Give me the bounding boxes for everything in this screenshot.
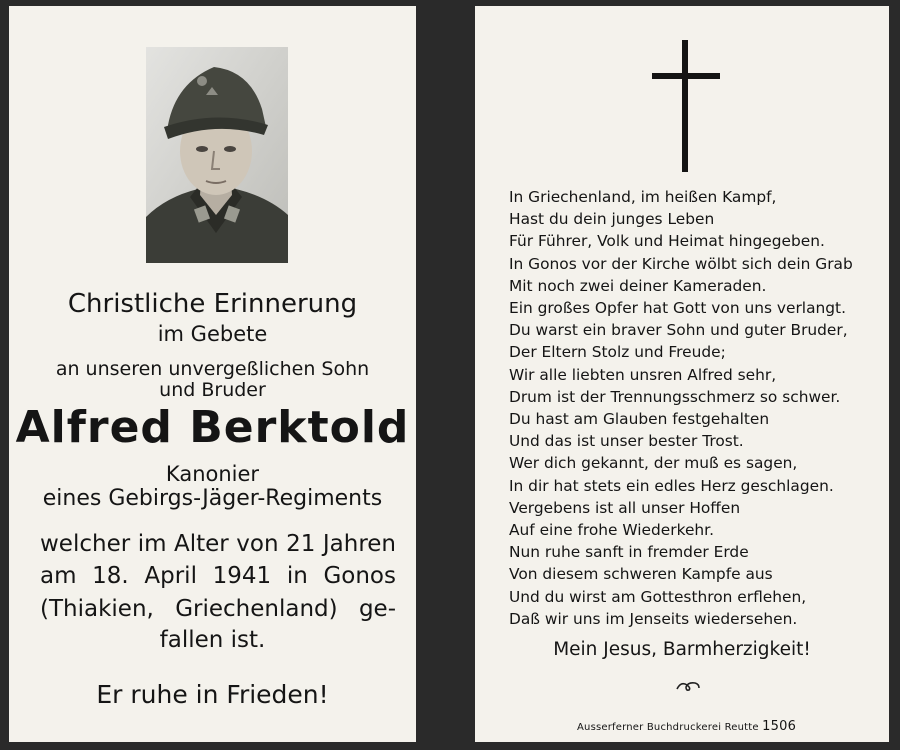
poem-line: Daß wir uns im Jenseits wiedersehen. <box>509 609 798 628</box>
word: im <box>137 531 167 557</box>
poem-line: Von diesem schweren Kampfe aus <box>509 565 773 584</box>
word: (Thiakien, <box>40 596 154 622</box>
heading-in-prayer: im Gebete <box>157 322 268 346</box>
word: 18. <box>92 563 129 589</box>
poem-line: Für Führer, Volk und Heimat hingegeben. <box>509 232 825 251</box>
military-rank: Kanonier <box>165 462 260 486</box>
poem-line: Der Eltern Stolz und Freude; <box>509 343 726 362</box>
memorial-card-back <box>475 6 889 742</box>
death-detail-line-3 <box>40 596 396 622</box>
death-detail-line-4: fallen ist. <box>159 627 266 653</box>
printer-name: Ausserferner Buchdruckerei Reutte <box>577 722 759 733</box>
poem-line: Hast du dein junges Leben <box>509 210 715 229</box>
poem-line: Und du wirst am Gottesthron erflehen, <box>509 587 807 606</box>
word: 1941 <box>212 563 272 589</box>
poem-line: In Griechenland, im heißen Kampf, <box>509 188 777 206</box>
dedication-line-1: an unseren unvergeßlichen Sohn <box>55 358 370 380</box>
printer-number: 1506 <box>762 719 797 734</box>
poem-line: In dir hat stets ein edles Herz geschlagen. <box>509 476 834 495</box>
death-detail-line-1 <box>40 531 396 557</box>
military-unit: eines Gebirgs-Jäger-Regiments <box>42 486 383 511</box>
dedication-line-2: und Bruder <box>159 379 266 401</box>
word: ge- <box>358 596 396 622</box>
poem-line: Du warst ein braver Sohn und guter Bruder, <box>509 321 848 340</box>
flourish-ornament-icon <box>675 679 701 693</box>
word: Griechenland) <box>175 596 338 622</box>
word: von <box>236 531 279 557</box>
poem-line: Und das ist unser bester Trost. <box>509 432 744 451</box>
poem-line: Wer dich gekannt, der muß es sagen, <box>509 454 798 473</box>
poem-line: In Gonos vor der Kirche wölbt sich dein Grab <box>509 254 853 273</box>
heading-christian-remembrance: Christliche Erinnerung <box>67 289 358 319</box>
poem-line: Vergebens ist all unser Hoffen <box>509 498 741 517</box>
word: am <box>40 563 77 589</box>
closing-blessing: Er ruhe in Frieden! <box>96 680 329 709</box>
poem-line: Auf eine frohe Wiederkehr. <box>509 521 714 540</box>
word: Alter <box>174 531 229 557</box>
cross-icon-bar <box>652 73 720 79</box>
poem-line: Nun ruhe sanft in fremder Erde <box>509 543 749 562</box>
cross-icon <box>682 40 688 172</box>
word: welcher <box>40 531 131 557</box>
death-detail-line-2 <box>40 563 396 589</box>
word: 21 <box>286 531 316 557</box>
poem-line: Mit noch zwei deiner Kameraden. <box>509 276 767 295</box>
word: April <box>144 563 197 589</box>
memorial-poem <box>509 186 879 630</box>
poem-line: Wir alle liebten unsren Alfred sehr, <box>509 365 777 384</box>
word: in <box>286 563 308 589</box>
word: Jahren <box>322 531 396 557</box>
poem-line: Ein großes Opfer hat Gott von uns verlangt. <box>509 299 846 318</box>
poem-line: Drum ist der Trennungsschmerz so schwer. <box>509 387 841 406</box>
soldier-portrait-photo <box>146 47 288 263</box>
word: Gonos <box>323 563 396 589</box>
poem-line: Du hast am Glauben festgehalten <box>509 410 770 429</box>
memorial-card-front <box>9 6 416 742</box>
printer-imprint <box>577 719 796 734</box>
deceased-name: Alfred Berktold <box>15 402 410 453</box>
prayer-invocation: Mein Jesus, Barmherzigkeit! <box>553 639 811 660</box>
